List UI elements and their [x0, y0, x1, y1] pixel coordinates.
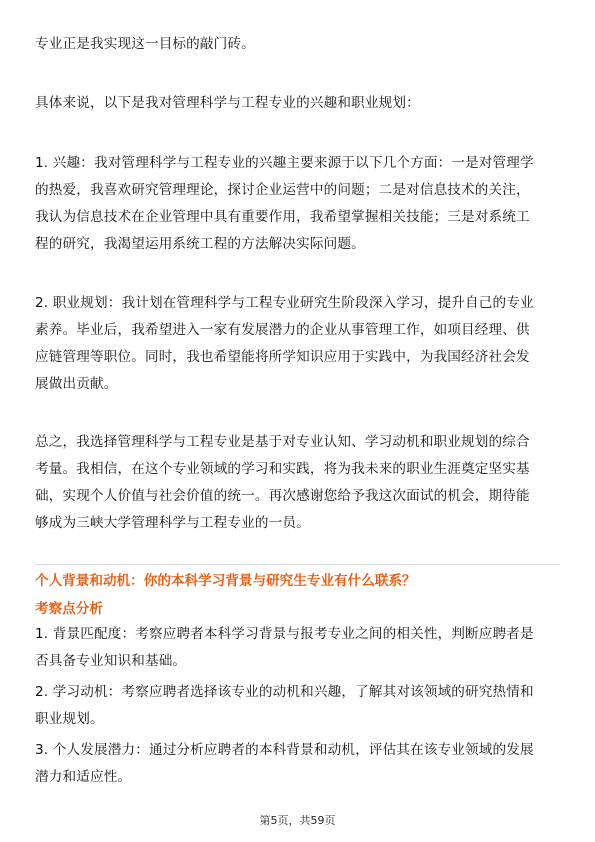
analysis-section-title: 考察点分析	[35, 601, 103, 617]
text-line: 我认为信息技术在企业管理中具有重要作用，我希望掌握相关技能；三是对系统工	[35, 209, 530, 225]
paragraph-overview	[35, 90, 562, 117]
text-line: 潜力和适应性。	[35, 769, 132, 785]
document-page	[35, 0, 562, 842]
text-line: 1. 兴趣：我对管理科学与工程专业的兴趣主要来源于以下几个方面：一是对管理学	[35, 155, 534, 171]
paragraph-intro-end	[35, 31, 562, 58]
text-line: 职业规划。	[35, 711, 104, 727]
text-line: 2. 学习动机：考察应聘者选择该专业的动机和兴趣，了解其对该领域的研究热情和	[35, 684, 534, 700]
text-line: 考量。我相信，在这个专业领域的学习和实践，将为我未来的职业生涯奠定坚实基	[35, 461, 530, 477]
page-number-footer: 第5页，共59页	[259, 814, 336, 827]
paragraph-career-plan	[35, 290, 562, 398]
analysis-item-motivation	[35, 679, 562, 733]
text-line: 专业正是我实现这一目标的敲门砖。	[35, 36, 255, 52]
text-line: 础，实现个人价值与社会价值的统一。再次感谢您给予我这次面试的机会，期待能	[35, 488, 530, 504]
text-line: 具体来说，以下是我对管理科学与工程专业的兴趣和职业规划：	[35, 95, 420, 111]
text-line: 展做出贡献。	[35, 376, 118, 392]
text-line: 否具备专业知识和基础。	[35, 653, 187, 669]
section-divider	[35, 564, 559, 565]
text-line: 1. 背景匹配度：考察应聘者本科学习背景与报考专业之间的相关性，判断应聘者是	[35, 626, 534, 642]
text-line: 应链管理等职位。同时，我也希望能将所学知识应用于实践中，为我国经济社会发	[35, 349, 530, 365]
analysis-item-potential	[35, 737, 562, 791]
question-heading: 个人背景和动机：你的本科学习背景与研究生专业有什么联系？	[35, 573, 416, 589]
analysis-item-background-match	[35, 621, 562, 675]
text-line: 素养。毕业后，我希望进入一家有发展潜力的企业从事管理工作，如项目经理、供	[35, 322, 530, 338]
paragraph-conclusion	[35, 429, 562, 537]
text-line: 总之，我选择管理科学与工程专业是基于对专业认知、学习动机和职业规划的综合	[35, 434, 530, 450]
text-line: 够成为三峡大学管理科学与工程专业的一员。	[35, 515, 310, 531]
text-line: 2. 职业规划：我计划在管理科学与工程专业研究生阶段深入学习，提升自己的专业	[35, 295, 534, 311]
paragraph-interest	[35, 150, 562, 258]
text-line: 的热爱，我喜欢研究管理理论，探讨企业运营中的问题；二是对信息技术的关注，	[35, 182, 530, 198]
text-line: 3. 个人发展潜力：通过分析应聘者的本科背景和动机，评估其在该专业领域的发展	[35, 742, 534, 758]
text-line: 程的研究，我渴望运用系统工程的方法解决实际问题。	[35, 236, 365, 252]
